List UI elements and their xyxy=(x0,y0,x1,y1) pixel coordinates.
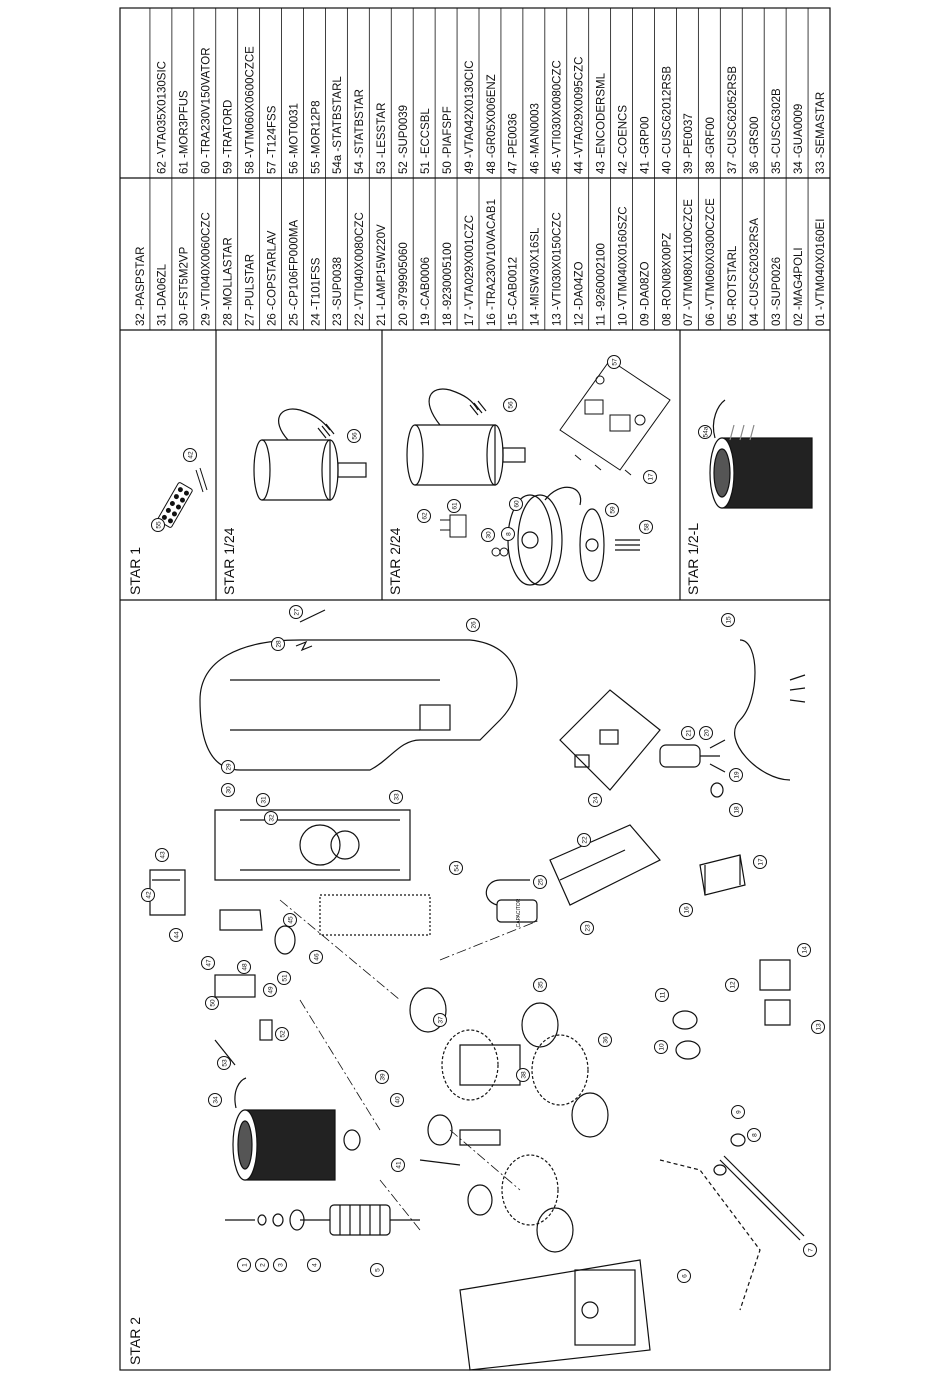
callout-number: 36 xyxy=(602,1036,610,1044)
part-entry: 51 -ECCSBL xyxy=(420,108,432,174)
callout xyxy=(732,1106,745,1119)
callout xyxy=(730,804,743,817)
section-title-star2-24: STAR 2/24 xyxy=(387,527,403,595)
callout xyxy=(534,876,547,889)
part-entry: 27 -PULSTAR xyxy=(244,253,257,326)
callout xyxy=(644,471,657,484)
part-entry: 25 -CP106FP000MA xyxy=(288,219,301,326)
section-title-star1-24: STAR 1/24 xyxy=(221,527,237,595)
callout-number: 38 xyxy=(520,1071,528,1079)
callout-number: 50 xyxy=(209,999,217,1007)
part-entry: 02 -MAG4POLI xyxy=(792,247,805,326)
transformer-59-60-star2-24 xyxy=(508,487,640,585)
callout xyxy=(152,519,165,532)
part-entry: 23 -SUP0038 xyxy=(332,256,345,326)
callout xyxy=(238,961,251,974)
part-entry: 22 -VTI040X0080CZC xyxy=(354,212,367,326)
callout xyxy=(581,922,594,935)
part-entry: 13 -VTI030X0150CZC xyxy=(551,212,564,326)
callout-number: 29 xyxy=(225,763,233,771)
callout xyxy=(222,761,235,774)
part-entry: 21 -LAMP15W220V xyxy=(376,224,389,326)
callout-number: 27 xyxy=(293,608,301,616)
part-entry: 62 -VTA035X0130SIC xyxy=(156,61,169,174)
callout-number: 8 xyxy=(751,1133,759,1137)
callout-number: 53 xyxy=(221,1059,229,1067)
part-entry: 39 -PE0037 xyxy=(683,113,696,174)
callout xyxy=(599,1034,612,1047)
callout xyxy=(256,1259,269,1272)
callout-number: 17 xyxy=(647,473,655,481)
part-entry: 32 -PASPSTAR xyxy=(134,246,147,326)
part-entry: 16 -TRA230V10VACAB1 xyxy=(485,199,498,326)
callout xyxy=(534,979,547,992)
callout-number: 31 xyxy=(260,796,268,804)
callout xyxy=(754,856,767,869)
callout xyxy=(700,727,713,740)
part-entry: 45 -VTI030X0080CZC xyxy=(551,60,564,174)
callout-number: 32 xyxy=(268,814,276,822)
callout xyxy=(804,1244,817,1257)
callout xyxy=(640,521,653,534)
callout xyxy=(274,1259,287,1272)
callout-number: 61 xyxy=(451,502,459,510)
callout xyxy=(209,1094,222,1107)
part-entry: 19 -CAB0006 xyxy=(420,256,432,326)
callout-number: 45 xyxy=(287,916,295,924)
callout xyxy=(284,914,297,927)
callout-number: 2 xyxy=(259,1263,267,1267)
part-entry: 48 -GR05X006ENZ xyxy=(485,74,498,174)
callout-number: 3 xyxy=(277,1263,285,1267)
callout xyxy=(392,1159,405,1172)
callout-number: 62 xyxy=(421,512,429,520)
callout-number: 6 xyxy=(681,1274,689,1278)
callout xyxy=(467,619,480,632)
callout xyxy=(222,784,235,797)
part-entry: 07 -VTM080X1100CZCE xyxy=(683,199,696,326)
callout-number: 60 xyxy=(513,500,521,508)
part-entry: 26 -COPSTARLAV xyxy=(266,230,279,326)
part-entry: 37 -CUSC62052RSB xyxy=(727,65,740,174)
part-entry: 06 -VTM060X0300CZCE xyxy=(705,198,718,326)
callout xyxy=(655,1041,668,1054)
part-entry: 24 -T101FSS xyxy=(310,257,323,326)
capacitor-label: CAPACITOR xyxy=(516,898,522,928)
main-exploded-drawing xyxy=(150,610,805,1370)
part-entry: 28 -MOLLASTAR xyxy=(222,237,235,326)
callout-number: 48 xyxy=(241,963,249,971)
callout xyxy=(722,614,735,627)
callout-number: 30 xyxy=(225,786,233,794)
callout-number: 54a xyxy=(702,426,710,438)
callout xyxy=(272,638,285,651)
callout-number: 51 xyxy=(281,974,289,982)
callout-number: 19 xyxy=(733,771,741,779)
callout-number: 17 xyxy=(757,858,765,866)
section-title-star1-2l: STAR 1/2-L xyxy=(685,522,701,595)
callout xyxy=(310,951,323,964)
part-entry: 15 -CAB0012 xyxy=(507,256,520,326)
callout-number: 21 xyxy=(685,729,693,737)
callout xyxy=(218,1057,231,1070)
callout xyxy=(376,1071,389,1084)
callout xyxy=(390,791,403,804)
callout-number: 1 xyxy=(241,1263,249,1267)
part-entry: 17 -VTA029X001CZC xyxy=(463,214,476,326)
callout-number: 23 xyxy=(584,924,592,932)
callout xyxy=(278,972,291,985)
callout xyxy=(812,1021,825,1034)
section-title-star2: STAR 2 xyxy=(127,1317,143,1365)
callout-number: 24 xyxy=(592,796,600,804)
callout xyxy=(238,1259,251,1272)
part-entry: 56 -MOT0031 xyxy=(288,103,301,174)
callout xyxy=(434,1014,447,1027)
callout xyxy=(276,1028,289,1041)
part-entry: 41 -GRP00 xyxy=(639,116,652,174)
callout-number: 47 xyxy=(205,959,213,967)
section-title-star1: STAR 1 xyxy=(127,547,143,595)
callout xyxy=(606,504,619,517)
parts-table-column-2 xyxy=(157,46,827,174)
callout xyxy=(798,944,811,957)
part-entry: 20 -9799905060 xyxy=(398,242,410,326)
callout-number: 57 xyxy=(611,358,619,366)
part-entry: 09 -DA08ZO xyxy=(639,261,652,326)
callout-number: 8 xyxy=(505,532,513,536)
part-entry: 03 -SUP0026 xyxy=(771,256,783,326)
callout xyxy=(726,979,739,992)
part-entry: 30 -FST5M2VP xyxy=(178,246,191,326)
part-entry: 58 -VTM060X0600CZCE xyxy=(244,46,257,174)
callout-number: 28 xyxy=(275,640,283,648)
part-entry: 49 -VTA042X0130CIC xyxy=(463,60,476,174)
callout-number: 12 xyxy=(729,981,737,989)
callout xyxy=(448,500,461,513)
part-entry: 47 -PE0036 xyxy=(507,113,520,174)
callout xyxy=(680,904,693,917)
callout xyxy=(290,606,303,619)
part-entry: 35 -CUSC6302B xyxy=(771,88,783,174)
callout xyxy=(502,528,515,541)
callout-number: 59 xyxy=(609,506,617,514)
callout-number: 26 xyxy=(470,621,478,629)
callout-number: 56 xyxy=(351,432,359,440)
callout xyxy=(308,1259,321,1272)
callout-number: 4 xyxy=(311,1263,319,1267)
callout xyxy=(748,1129,761,1142)
callout-number: 33 xyxy=(393,793,401,801)
callout xyxy=(257,794,270,807)
callout xyxy=(348,430,361,443)
part-entry: 38 -GRF00 xyxy=(705,117,718,174)
callout xyxy=(510,498,523,511)
callout-number: 40 xyxy=(394,1096,402,1104)
part-entry: 60 -TRA230V150VATOR xyxy=(200,47,213,174)
part-entry: 55 -MOR12P8 xyxy=(310,100,323,174)
part-entry: 10 -VTM040X0160SZC xyxy=(617,206,630,326)
part-entry: 46 -MAN0003 xyxy=(529,103,542,174)
callout-number: 41 xyxy=(395,1161,403,1169)
callout-number: 10 xyxy=(658,1043,666,1051)
callout-number: 13 xyxy=(815,1023,823,1031)
callout-number: 5 xyxy=(374,1268,382,1272)
callout xyxy=(682,727,695,740)
stator-54a-drawing xyxy=(710,400,812,508)
part-entry: 44 -VTA029X0095CZC xyxy=(573,56,586,174)
callout xyxy=(264,984,277,997)
part-entry: 40 -CUSC62012RSB xyxy=(661,65,674,174)
callout-number: 54 xyxy=(453,864,461,872)
callout-number: 34 xyxy=(212,1096,220,1104)
part-entry: 05 -ROTSTARL xyxy=(727,245,740,326)
callout-number: 30 xyxy=(485,531,493,539)
part-entry: 52 -SUP0039 xyxy=(398,104,410,174)
motor-56-star1-24 xyxy=(254,409,366,500)
callout xyxy=(656,989,669,1002)
part-entry: 08 -RON08X00PZ xyxy=(661,232,674,326)
part-entry: 33 -SEMASTAR xyxy=(814,91,827,174)
part-entry: 12 -DA04ZO xyxy=(573,261,586,326)
callout xyxy=(418,510,431,523)
part-entry: 34 -GUA0009 xyxy=(792,103,805,174)
callout-number: 49 xyxy=(267,986,275,994)
callout xyxy=(265,812,278,825)
callout-number: 55 xyxy=(155,521,163,529)
circuit-board-57-star2-24 xyxy=(560,360,670,475)
callout xyxy=(371,1264,384,1277)
callout-number: 7 xyxy=(807,1248,815,1252)
callout xyxy=(170,929,183,942)
callout xyxy=(678,1270,691,1283)
callout xyxy=(730,769,743,782)
parts-table-column-1 xyxy=(135,198,827,326)
callout xyxy=(202,957,215,970)
part-entry: 57 -T124FSS xyxy=(266,105,279,174)
callout-number: 18 xyxy=(733,806,741,814)
callout xyxy=(517,1069,530,1082)
callout xyxy=(142,889,155,902)
callout-number: 11 xyxy=(659,991,667,999)
part-entry: 11 -9260002100 xyxy=(595,243,608,326)
part-entry: 54a -STATBSTARL xyxy=(332,76,345,174)
callout-number: 44 xyxy=(173,931,181,939)
callout-number: 52 xyxy=(279,1030,287,1038)
part-entry: 31 -DA06ZL xyxy=(156,263,169,326)
part-entry: 18 -9230005100 xyxy=(441,242,454,326)
callout-number: 20 xyxy=(703,729,711,737)
part-entry: 59 -TRATORD xyxy=(222,99,235,174)
part-entry: 61 -MOR3PFUS xyxy=(178,90,191,174)
callout-number: 43 xyxy=(159,851,167,859)
terminal-block-drawing xyxy=(157,468,207,528)
callout-number: 42 xyxy=(187,451,195,459)
callout-number: 56 xyxy=(507,401,515,409)
part-entry: 29 -VTI040X0060CZC xyxy=(200,212,213,326)
part-entry: 53 -LESSTAR xyxy=(376,102,389,174)
callout-number: 46 xyxy=(313,953,321,961)
callout-number: 16 xyxy=(683,906,691,914)
part-entry: 50 -PIAFSPF xyxy=(441,106,454,174)
callout-number: 25 xyxy=(537,878,545,886)
callout xyxy=(184,449,197,462)
callout xyxy=(156,849,169,862)
callout xyxy=(589,794,602,807)
callout xyxy=(206,997,219,1010)
callout xyxy=(699,426,712,439)
part-entry: 42 -COENCS xyxy=(617,104,630,174)
callout xyxy=(578,834,591,847)
part-entry: 01 -VTM040X0160EI xyxy=(814,218,827,326)
callout-number: 37 xyxy=(437,1016,445,1024)
callout xyxy=(482,529,495,542)
diode-bridge-61-star2-24 xyxy=(440,515,508,556)
callout-number: 14 xyxy=(801,946,809,954)
callout-number: 9 xyxy=(735,1110,743,1114)
part-entry: 04 -CUSC62032RSA xyxy=(749,217,761,326)
callout-number: 35 xyxy=(537,981,545,989)
part-entry: 14 -MISW30X16SL xyxy=(529,227,542,326)
callout xyxy=(391,1094,404,1107)
callout-number: 42 xyxy=(145,891,153,899)
callout xyxy=(450,862,463,875)
callout-number: 58 xyxy=(643,523,651,531)
callout-number: 22 xyxy=(581,836,589,844)
callout xyxy=(608,356,621,369)
part-entry: 43 -ENCODERSML xyxy=(595,73,608,174)
part-entry: 54 -STATBSTAR xyxy=(354,89,367,174)
callout xyxy=(504,399,517,412)
callout-number: 39 xyxy=(379,1073,387,1081)
part-entry: 36 -GRS00 xyxy=(749,116,761,174)
callout-number: 15 xyxy=(725,616,733,624)
